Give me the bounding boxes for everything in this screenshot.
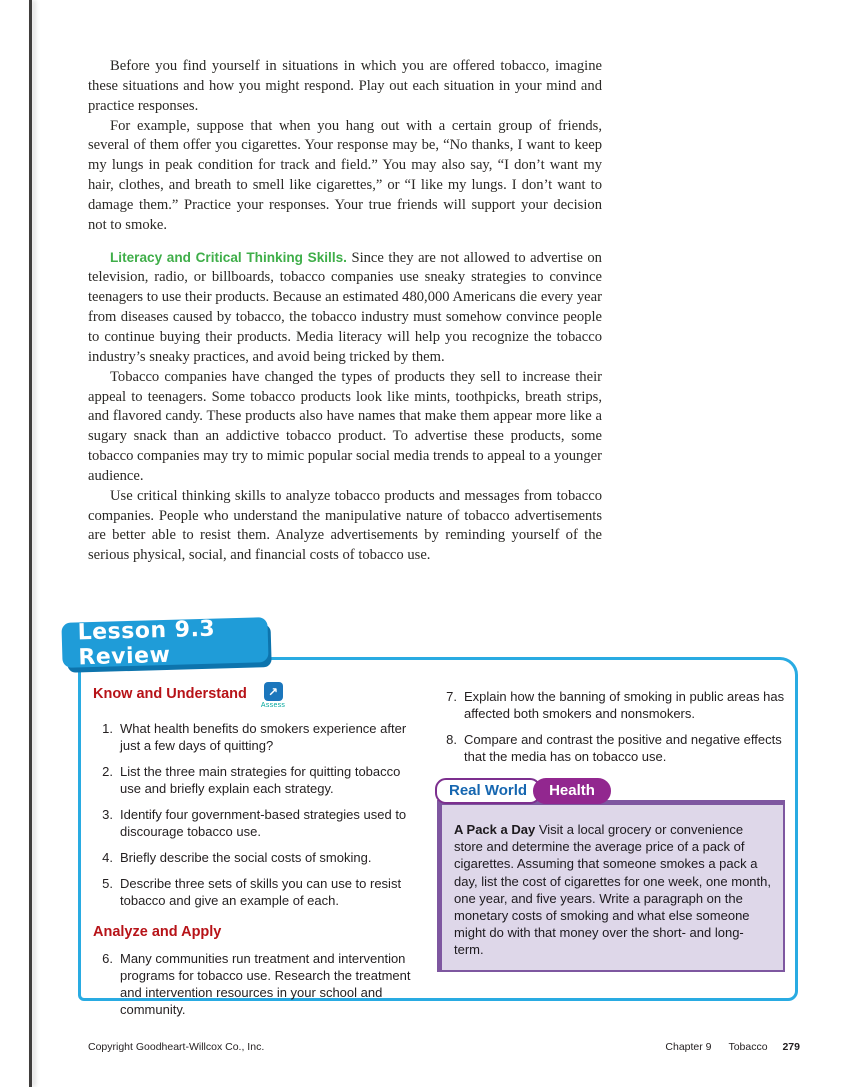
question-text: Many communities run treatment and intervention programs for tobacco use. Research the treatment and intervention resources in your school and community. <box>120 951 411 1018</box>
lesson-review-banner-title: Lesson 9.3 Review <box>77 616 216 670</box>
question-text: Identify four government-based strategies used to discourage tobacco use. <box>120 807 407 840</box>
real-world-label: Real World <box>435 778 541 804</box>
paragraph-text: Since they are not allowed to advertise on television, radio, or billboards, tobacco companies use sneaky strategies to convince teenagers to use their products. Because an estimated 480,000 Americans die every year from diseases caused by tobacco, the tobacco industry must somehow convince people to continue buying their products. Media literacy will help you recognize the tobacco industry’s sneaky practices, and avoid being tricked by them. <box>88 249 602 365</box>
real-world-health-section <box>437 782 785 972</box>
question-text: Briefly describe the social costs of smoking. <box>120 850 372 866</box>
assess-link[interactable] <box>261 682 285 709</box>
analyze-question-list <box>93 950 415 1018</box>
activity-text: Visit a local grocery or convenience store and determine the average price of a pack of cigarettes. Assuming that someone smokes a pack a day, list the cost of cigarettes for one week, one month, one year, and five years. Write a paragraph on the monetary costs of smoking and what else someone might do with that money over the short- and long-term. <box>454 822 771 958</box>
know-question-list <box>93 720 415 909</box>
question-text: Describe three sets of skills you can use to resist tobacco and give an example of each. <box>120 876 402 909</box>
review-left-column <box>93 684 415 1018</box>
section-label: Tobacco <box>728 1041 768 1053</box>
real-world-health-badge <box>435 778 611 804</box>
right-question-list <box>437 688 785 765</box>
question-number: 8. <box>446 732 457 748</box>
chapter-label: Chapter 9 <box>665 1041 712 1053</box>
body-text-block <box>88 57 602 566</box>
page-footer <box>88 1041 800 1053</box>
assess-label: Assess <box>260 702 286 709</box>
question-item <box>93 763 415 797</box>
external-link-icon: ↗ <box>264 682 283 701</box>
copyright-text: Copyright Goodheart-Willcox Co., Inc. <box>88 1041 265 1053</box>
know-and-understand-heading: Know and Understand <box>93 686 247 702</box>
know-and-understand-row <box>93 686 415 709</box>
question-item <box>93 720 415 754</box>
paragraph: Tobacco companies have changed the types of products they sell to increase their appeal to teenagers. Some tobacco products look like mints, toothpicks, breath strips, and flavored candy. These products also have names that make them appear more like a sugary snack than an addictive tobacco product. To advertise these products, some tobacco companies may try to mimic popular social media trends to appeal to a younger audience. <box>88 368 602 484</box>
question-number: 4. <box>102 850 113 866</box>
page-number: 279 <box>782 1041 800 1053</box>
page-edge-line <box>29 0 32 1087</box>
activity-title: A Pack a Day <box>454 822 536 838</box>
question-number: 1. <box>102 721 113 736</box>
paragraph: Before you find yourself in situations in which you are offered tobacco, imagine these situations and how you might respond. Play out each situation in your mind and practice responses. <box>88 58 602 114</box>
lesson-review-banner <box>61 617 268 668</box>
analyze-and-apply-heading: Analyze and Apply <box>93 924 222 941</box>
real-world-health-activity <box>437 800 785 972</box>
question-number: 7. <box>446 689 457 704</box>
question-number: 3. <box>102 807 113 823</box>
question-item <box>93 849 415 866</box>
paragraph: Use critical thinking skills to analyze tobacco products and messages from tobacco companies. People who understand the manipulative nature of tobacco advertisements are better able to resist them. Analyze advertisements by reminding yourself of the serious physical, social, and financial costs of tobacco use. <box>88 487 602 564</box>
question-number: 2. <box>102 764 113 780</box>
question-number: 6. <box>102 951 113 967</box>
footer-right <box>651 1041 800 1053</box>
question-text: Compare and contrast the positive and negative effects that the media has on tobacco use. <box>464 732 782 765</box>
question-item <box>93 875 415 909</box>
question-text: What health benefits do smokers experience after just a few days of quitting? <box>120 721 407 754</box>
question-item <box>437 731 785 765</box>
lesson-review-box <box>78 657 798 1018</box>
section-lead-literacy: Literacy and Critical Thinking Skills. <box>110 249 347 265</box>
paragraph <box>88 249 602 368</box>
question-item <box>93 950 415 1018</box>
paragraph: For example, suppose that when you hang out with a certain group of friends, several of them offer you cigarettes. Your response may be, “No thanks, I want to keep my lungs in peak condition for track and field.” You may also say, “I don’t want my hair, clothes, and breath to smell like cigarettes,” or “I like my lungs. I don’t want to damage them.” Practice your responses. Your true friends will support your decision not to smoke. <box>88 117 602 233</box>
question-text: List the three main strategies for quitting tobacco use and briefly explain each strategy. <box>120 764 401 797</box>
review-right-column <box>437 688 785 986</box>
health-label: Health <box>533 778 611 804</box>
question-text: Explain how the banning of smoking in public areas has affected both smokers and nonsmokers. <box>464 689 785 722</box>
question-item <box>93 806 415 840</box>
question-item <box>437 688 785 722</box>
question-number: 5. <box>102 876 113 892</box>
